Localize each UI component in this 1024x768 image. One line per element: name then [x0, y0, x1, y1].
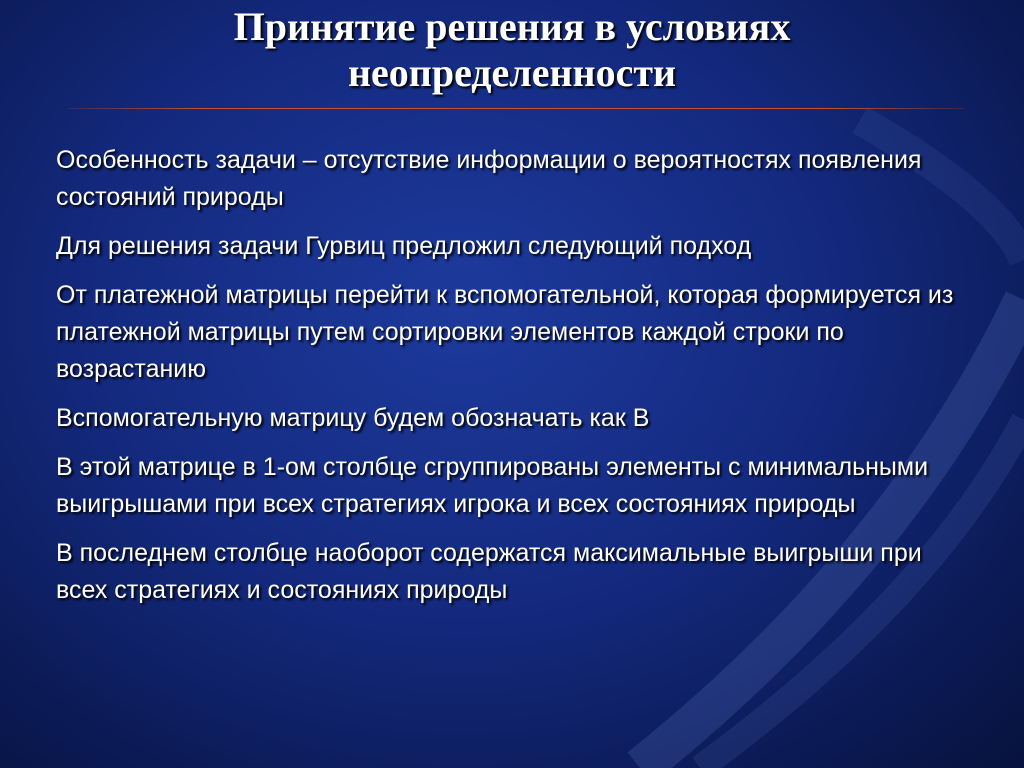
- paragraph-auxiliary-matrix: От платежной матрицы перейти к вспомогательной, которая формируется из платежной матрицы путем сортировки элементов каждой строки по возрастанию: [56, 281, 954, 383]
- title-divider: [68, 108, 964, 109]
- slide-title-line-2: неопределенности: [347, 50, 677, 95]
- paragraph-task-feature: Особенность задачи – отсутствие информации о вероятностях появления состояний природы: [56, 146, 922, 211]
- slide-body: [56, 142, 966, 621]
- paragraph-hurwicz-approach: Для решения задачи Гурвиц предложил следующий подход: [56, 232, 752, 260]
- paragraph-matrix-notation: Вспомогательную матрицу будем обозначать как В: [56, 404, 650, 432]
- paragraph-first-column: В этой матрице в 1-ом столбце сгруппированы элементы с минимальными выигрышами при всех стратегиях игрока и всех состояниях природы: [56, 453, 929, 518]
- slide-title-line-1: Принятие решения в условиях: [233, 4, 791, 49]
- slide-title: [60, 4, 964, 96]
- paragraph-last-column: В последнем столбце наоборот содержатся максимальные выигрыши при всех стратегиях и состояниях природы: [56, 539, 922, 604]
